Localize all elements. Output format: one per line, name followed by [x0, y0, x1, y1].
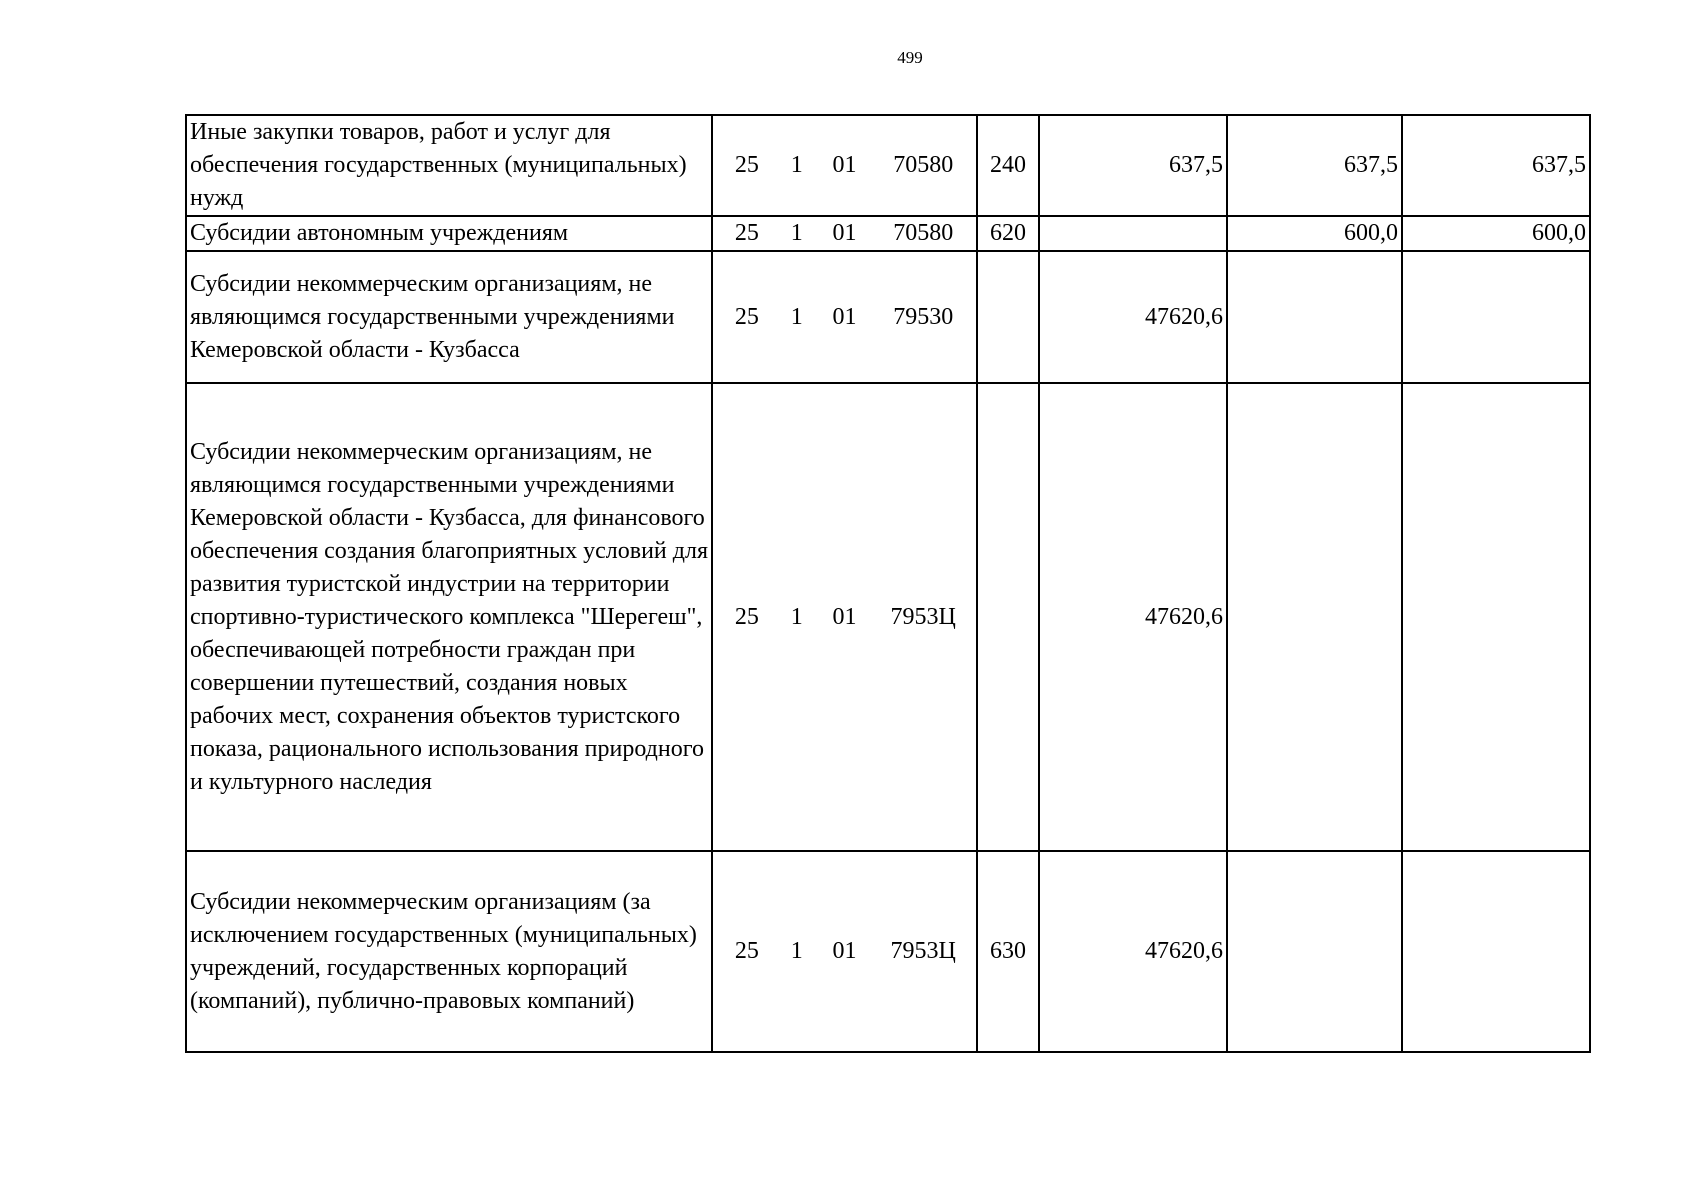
amount-1: 47620,6	[1039, 383, 1227, 851]
code-part: 7953Ц	[890, 603, 956, 630]
code-part: 7953Ц	[890, 938, 956, 964]
amount-2	[1227, 383, 1402, 851]
code-part: 01	[832, 938, 857, 964]
expense-type-code: 630	[977, 851, 1039, 1052]
row-name: Субсидии некоммерческим организациям, не являющимся государственными учреждениями Кемеровской области - Кузбасса	[186, 251, 712, 383]
code-part: 01	[832, 152, 857, 178]
code-part: 25	[734, 303, 759, 330]
budget-table	[185, 114, 1591, 1053]
table-row	[186, 851, 1590, 1052]
amount-3: 600,0	[1402, 216, 1590, 251]
amount-2: 637,5	[1227, 115, 1402, 216]
code-part: 1	[790, 220, 803, 246]
row-name: Субсидии автономным учреждениям	[186, 216, 712, 251]
amount-2: 600,0	[1227, 216, 1402, 251]
expense-type-code: 240	[977, 115, 1039, 216]
code-part: 01	[832, 603, 857, 630]
amount-1: 637,5	[1039, 115, 1227, 216]
expense-type-code	[977, 383, 1039, 851]
code-part: 70580	[893, 152, 954, 178]
amount-3	[1402, 383, 1590, 851]
table-row	[186, 251, 1590, 383]
code-part: 25	[734, 152, 759, 178]
code-part: 1	[790, 938, 803, 964]
amount-1	[1039, 216, 1227, 251]
code-part: 70580	[893, 220, 954, 246]
code-part: 25	[734, 220, 759, 246]
amount-2	[1227, 851, 1402, 1052]
program-code	[712, 851, 977, 1052]
code-part: 25	[734, 603, 759, 630]
table-row	[186, 383, 1590, 851]
amount-3: 637,5	[1402, 115, 1590, 216]
code-part: 01	[832, 303, 857, 330]
table-row	[186, 216, 1590, 251]
row-name: Субсидии некоммерческим организациям, не являющимся государственными учреждениями Кемеровской области - Кузбасса, для финансового обеспечения создания благоприятных условий для развития туристской индустрии на территории спортивно-туристического комплекса "Шерегеш", обеспечивающей потребности граждан при совершении путешествий, создания новых рабочих мест, сохранения объектов туристского показа, рационального использования природного и культурного наследия	[186, 383, 712, 851]
expense-type-code: 620	[977, 216, 1039, 251]
page-number: 499	[897, 48, 923, 67]
amount-3	[1402, 251, 1590, 383]
row-name: Субсидии некоммерческим организациям (за исключением государственных (муниципальных) учреждений, государственных корпораций (компаний), публично-правовых компаний)	[186, 851, 712, 1052]
amount-1: 47620,6	[1039, 251, 1227, 383]
code-part: 1	[790, 303, 803, 330]
amount-3	[1402, 851, 1590, 1052]
amount-2	[1227, 251, 1402, 383]
code-part: 25	[734, 938, 759, 964]
code-part: 79530	[893, 303, 954, 330]
amount-1: 47620,6	[1039, 851, 1227, 1052]
code-part: 1	[790, 603, 803, 630]
program-code	[712, 216, 977, 251]
expense-type-code	[977, 251, 1039, 383]
program-code	[712, 383, 977, 851]
program-code	[712, 115, 977, 216]
code-part: 01	[832, 220, 857, 246]
table-row	[186, 115, 1590, 216]
code-part: 1	[790, 152, 803, 178]
program-code	[712, 251, 977, 383]
row-name: Иные закупки товаров, работ и услуг для обеспечения государственных (муниципальных) нужд	[186, 115, 712, 216]
